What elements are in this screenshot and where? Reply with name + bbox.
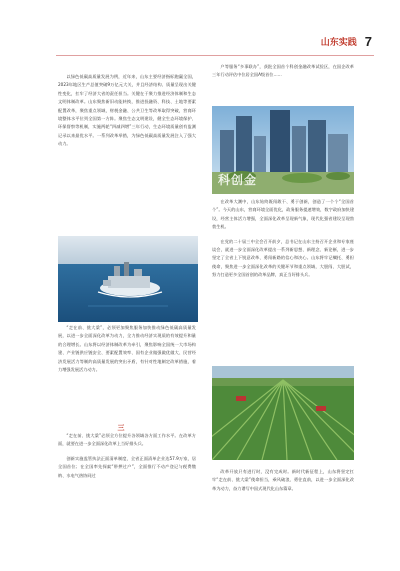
right-paragraph-1: 户等服务“多事联办”，获批全国首个科创金融改革试验区，在国企改革三年行动评估中位居全国A级首位…… [212, 64, 354, 78]
left-paragraph-2: “走在前、挑大梁”，必须更加聚焦服务加快推动绿色低碳高质量发展，以进一步全面深化改革为动力，全力推动经济实现质的有效提升和量的合理增长。山东将以经济体制改革为牵引，聚焦影响全国统一大市场构建、产业链供应链安全、要素配置效率、国有企业做强做优做大、民营经济发展活力等制约高质量发展的突出矛盾，有针对性地制定改革措施，着力增强发展活力动力。 [58, 325, 196, 373]
city-sign-text: 科创金 [218, 173, 258, 187]
section-title: 山东实践 [320, 38, 357, 48]
right-paragraph-2-3: 在改革大潮中，山东始终既闯敢干、勇于创新，创造了一个个“全国首个”。今天的山东，营商环境全面优化，政务服务提速增效，数字政府加快建设，经营主体活力增强，全面深化改革呈现新气象，现代化强省建设呈现勃勃生机。 在党的二十届三中全会召开前夕，总书记在山东主持召开企业和专家座谈会，就进一步全面深化改革提出一系列新思想、新理念、新论断，进一步坚定了全省上下锐意改革、勇闯新路的信心和决心。山东将牢记嘱托、勇担使命，聚焦进一步全面深化改革的关键环节和重点领域，大胆闯、大胆试，努力打造更多全国首创的改革品牌，真正当好排头兵。 [212, 199, 354, 278]
tech-finance-city-photo [212, 106, 354, 194]
section-divider-three: 三 [117, 424, 125, 432]
left-paragraph-3-4: “走在前、挑大梁”必须全方位提升各领域各方面工作水平。在改革方面，就要在进一步全面深化改革上当好排头兵。 创新实施监管执法正面清单制度，全省正面清单企业达57.9万家，居全国首位；在全国率先探索“带押过户”，全面推行不动产登记与税费缴纳、水电气热协同过 [58, 433, 196, 478]
right-paragraph-4: 改革开放只有进行时，没有完成时。新时代新征程上，山东将坚定扛牢“走在前、挑大梁”使命担当，乘风破浪、勇往直前，以进一步全面深化改革为动力，奋力谱写中国式现代化山东篇章。 [212, 469, 354, 491]
farmland-photo [212, 366, 354, 460]
page-header [321, 34, 372, 49]
page-number: 7 [364, 34, 372, 49]
offshore-platform-photo [58, 236, 198, 322]
left-paragraph-1: 以绿色低碳高质量发展为例，近年来，山东主要经济指标跑赢全国，2023年地区生产总值突破9万亿元大关，并且经济结构、质量呈现出关键性变化，扛牢了经济大省的责任担当。关键在于聚力推进经济体制和生态文明体制改革。山东聚焦新旧动能转换，推进投融资、科技、土地等要素配置改革，聚焦重点领域，财税金融、公共卫生等改革取得突破，营商环境整体水平位列全国第一方阵。聚焦生态文明建设，健全生态环境保护、环保督察等机制，实施两轮“四减四增”三年行动，生态环境质量创有监测记录以来最优水平。一系列改革举措，为绿色低碳高质量发展注入了强大动力。 [58, 74, 196, 147]
header-rule [56, 55, 374, 56]
